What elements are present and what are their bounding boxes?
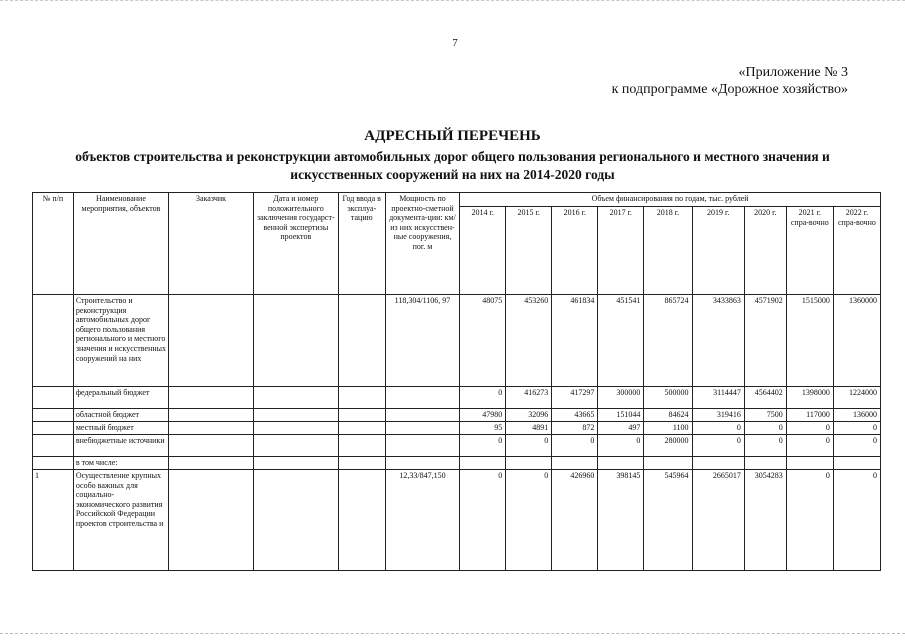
document-subtitle-text: объектов строительства и реконструкции автомобильных дорог общего пользования регионального и местного значения и искусственных сооружений на них на 2014-2020 годы xyxy=(75,149,830,182)
cell-value: 2665017 xyxy=(692,470,744,571)
cell-capacity: 118,304/1106, 97 xyxy=(385,295,459,387)
cell-year xyxy=(338,470,385,571)
cell-value: 461834 xyxy=(552,295,598,387)
cell-num xyxy=(33,435,74,457)
cell-num xyxy=(33,457,74,470)
table-row xyxy=(33,457,881,470)
cell-num xyxy=(33,409,74,422)
cell-value: 872 xyxy=(552,422,598,435)
table-row xyxy=(33,470,881,571)
header-year-col: 2020 г. xyxy=(744,207,786,295)
cell-num xyxy=(33,387,74,409)
cell-value: 0 xyxy=(744,435,786,457)
cell-customer xyxy=(169,422,254,435)
cell-value xyxy=(786,457,833,470)
cell-value: 0 xyxy=(833,422,880,435)
cell-value: 4571902 xyxy=(744,295,786,387)
cell-value: 47980 xyxy=(460,409,506,422)
cell-value xyxy=(552,457,598,470)
cell-value: 84624 xyxy=(644,409,692,422)
header-year: Год ввода в эксплуа-тацию xyxy=(338,193,385,295)
cell-capacity: 12,33/847,150 xyxy=(385,470,459,571)
cell-year xyxy=(338,422,385,435)
cell-conclusion xyxy=(253,457,338,470)
cell-value: 7500 xyxy=(744,409,786,422)
cell-value: 0 xyxy=(506,435,552,457)
cell-year xyxy=(338,409,385,422)
table-row xyxy=(33,409,881,422)
cell-customer xyxy=(169,409,254,422)
header-num: № п/п xyxy=(33,193,74,295)
cell-value: 426960 xyxy=(552,470,598,571)
cell-value: 0 xyxy=(552,435,598,457)
header-year-col: 2022 г. спра-вочно xyxy=(833,207,880,295)
cell-capacity xyxy=(385,457,459,470)
cell-customer xyxy=(169,387,254,409)
cell-customer xyxy=(169,435,254,457)
cell-capacity xyxy=(385,435,459,457)
cell-customer xyxy=(169,457,254,470)
cell-value: 0 xyxy=(506,470,552,571)
cell-value: 48075 xyxy=(460,295,506,387)
header-year-col: 2014 г. xyxy=(460,207,506,295)
cell-customer xyxy=(169,295,254,387)
cell-conclusion xyxy=(253,295,338,387)
document-subtitle xyxy=(0,148,905,184)
cell-value: 417297 xyxy=(552,387,598,409)
cell-conclusion xyxy=(253,387,338,409)
cell-conclusion xyxy=(253,409,338,422)
cell-value: 136000 xyxy=(833,409,880,422)
cell-value: 3433863 xyxy=(692,295,744,387)
header-year-col: 2015 г. xyxy=(506,207,552,295)
appendix-note xyxy=(612,64,848,98)
cell-value: 0 xyxy=(786,435,833,457)
cell-value: 0 xyxy=(692,422,744,435)
header-year-col: 2019 г. xyxy=(692,207,744,295)
cell-name: Строительство и реконструкция автомобильных дорог общего пользования регионального и местного значения и искусственных сооружений на них xyxy=(73,295,168,387)
cell-value: 865724 xyxy=(644,295,692,387)
cell-value: 1100 xyxy=(644,422,692,435)
cell-value xyxy=(506,457,552,470)
cell-value: 300000 xyxy=(598,387,644,409)
cell-value: 0 xyxy=(744,422,786,435)
header-funding: Объем финансирования по годам, тыс. рублей xyxy=(460,193,881,207)
cell-value: 0 xyxy=(833,435,880,457)
cell-capacity xyxy=(385,387,459,409)
header-year-col: 2016 г. xyxy=(552,207,598,295)
cell-value: 497 xyxy=(598,422,644,435)
cell-value: 398145 xyxy=(598,470,644,571)
cell-value: 1224000 xyxy=(833,387,880,409)
cell-capacity xyxy=(385,409,459,422)
cell-name: Осуществление крупных особо важных для социально-экономического развития Российской Федерации проектов строительства и xyxy=(73,470,168,571)
document-title: АДРЕСНЫЙ ПЕРЕЧЕНЬ xyxy=(364,128,541,144)
cell-value: 453260 xyxy=(506,295,552,387)
cell-value: 0 xyxy=(786,422,833,435)
cell-year xyxy=(338,295,385,387)
cell-conclusion xyxy=(253,470,338,571)
cell-value: 4891 xyxy=(506,422,552,435)
table-row xyxy=(33,422,881,435)
cell-name: в том числе: xyxy=(73,457,168,470)
table-row xyxy=(33,387,881,409)
scan-edge-bottom xyxy=(0,633,905,636)
page-number: 7 xyxy=(452,37,458,49)
cell-value: 0 xyxy=(598,435,644,457)
cell-value: 451541 xyxy=(598,295,644,387)
header-year-col: 2018 г. xyxy=(644,207,692,295)
cell-value: 0 xyxy=(460,387,506,409)
header-year-col: 2017 г. xyxy=(598,207,644,295)
header-name: Наименование мероприятия, объектов xyxy=(73,193,168,295)
address-list-table xyxy=(32,192,881,571)
appendix-line-2: к подпрограмме «Дорожное хозяйство» xyxy=(611,82,848,97)
cell-name: внебюджетные источники xyxy=(73,435,168,457)
cell-value: 0 xyxy=(833,470,880,571)
cell-value: 43665 xyxy=(552,409,598,422)
cell-value: 319416 xyxy=(692,409,744,422)
cell-value xyxy=(598,457,644,470)
cell-year xyxy=(338,457,385,470)
cell-value: 117000 xyxy=(786,409,833,422)
cell-year xyxy=(338,387,385,409)
cell-value: 32096 xyxy=(506,409,552,422)
cell-name: федеральный бюджет xyxy=(73,387,168,409)
cell-value: 280000 xyxy=(644,435,692,457)
cell-num xyxy=(33,295,74,387)
cell-value xyxy=(644,457,692,470)
cell-value xyxy=(744,457,786,470)
cell-value: 95 xyxy=(460,422,506,435)
cell-value xyxy=(692,457,744,470)
cell-value: 1398000 xyxy=(786,387,833,409)
cell-value: 0 xyxy=(786,470,833,571)
cell-name: областной бюджет xyxy=(73,409,168,422)
header-year-col: 2021 г. спра-вочно xyxy=(786,207,833,295)
cell-value: 545964 xyxy=(644,470,692,571)
cell-value: 0 xyxy=(692,435,744,457)
cell-value: 1360000 xyxy=(833,295,880,387)
cell-conclusion xyxy=(253,422,338,435)
scan-edge-top xyxy=(0,0,905,3)
cell-name: местный бюджет xyxy=(73,422,168,435)
cell-num: 1 xyxy=(33,470,74,571)
cell-num xyxy=(33,422,74,435)
cell-value: 416273 xyxy=(506,387,552,409)
cell-value: 151044 xyxy=(598,409,644,422)
cell-conclusion xyxy=(253,435,338,457)
appendix-line-1: «Приложение № 3 xyxy=(738,65,848,80)
cell-value: 500000 xyxy=(644,387,692,409)
header-conclusion: Дата и номер положительного заключения государст-венной экспертизы проектов xyxy=(253,193,338,295)
cell-value: 3114447 xyxy=(692,387,744,409)
cell-value: 0 xyxy=(460,470,506,571)
cell-customer xyxy=(169,470,254,571)
cell-year xyxy=(338,435,385,457)
cell-value: 1515000 xyxy=(786,295,833,387)
cell-value: 4564402 xyxy=(744,387,786,409)
header-capacity: Мощность по проектно-сметной документа-ции: км/из них искусствен-ные сооружения, пог. м xyxy=(385,193,459,295)
table-row xyxy=(33,435,881,457)
cell-value: 3054283 xyxy=(744,470,786,571)
header-customer: Заказчик xyxy=(169,193,254,295)
cell-capacity xyxy=(385,422,459,435)
cell-value xyxy=(833,457,880,470)
cell-value: 0 xyxy=(460,435,506,457)
table-row xyxy=(33,295,881,387)
cell-value xyxy=(460,457,506,470)
